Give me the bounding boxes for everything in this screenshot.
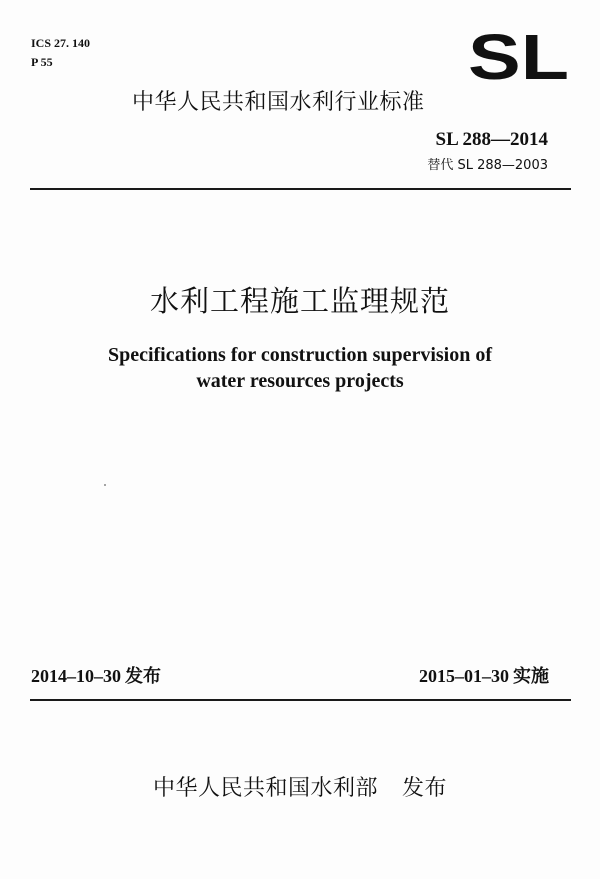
top-divider bbox=[30, 188, 571, 190]
title-chinese: 水利工程施工监理规范 bbox=[149, 284, 450, 318]
publisher-action: 发布 bbox=[402, 776, 448, 801]
ccs-code: P 55 bbox=[31, 55, 53, 69]
effective-date-label: 实施 bbox=[513, 666, 549, 687]
issuer-title: 中华人民共和国水利行业标准 bbox=[132, 90, 425, 115]
replaces-standard: 替代 SL 288—2003 bbox=[427, 158, 548, 173]
issue-date bbox=[31, 664, 161, 689]
ics-code: ICS 27. 140 bbox=[31, 36, 91, 50]
standard-number: SL 288—2014 bbox=[435, 129, 548, 150]
title-english bbox=[0, 342, 600, 394]
issue-date-label: 发布 bbox=[125, 666, 161, 687]
title-english-line-2: water resources projects bbox=[196, 370, 404, 392]
issue-date-value: 2014–10–30 bbox=[31, 666, 121, 686]
sl-logo bbox=[468, 30, 570, 82]
sl-logo-text: SL bbox=[468, 30, 569, 82]
title-english-line-1: Specifications for construction supervision of bbox=[107, 344, 493, 366]
publisher-name: 中华人民共和国水利部 bbox=[152, 776, 378, 801]
effective-date-value: 2015–01–30 bbox=[419, 666, 509, 686]
effective-date bbox=[419, 664, 549, 689]
bottom-divider bbox=[30, 699, 571, 701]
publisher bbox=[0, 775, 600, 803]
print-speck bbox=[104, 484, 106, 486]
